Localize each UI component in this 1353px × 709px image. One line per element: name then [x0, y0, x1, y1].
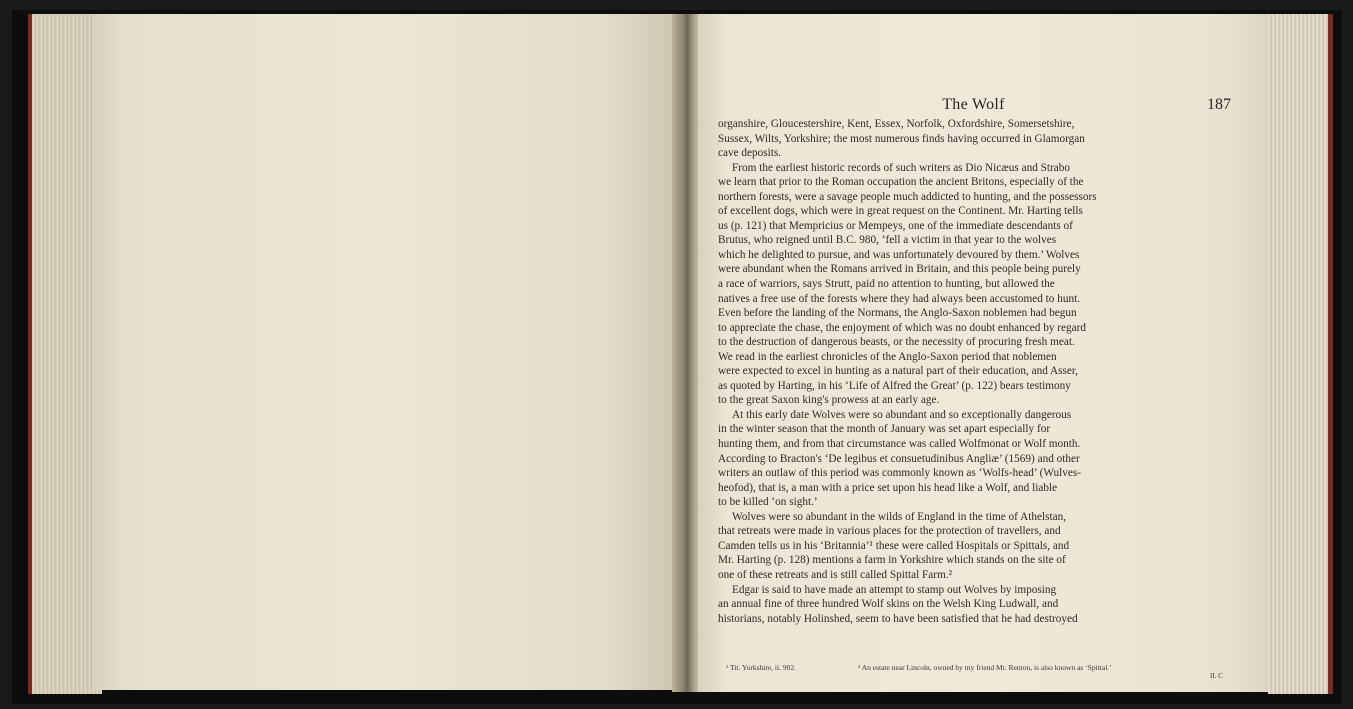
text-line: hunting them, and from that circumstance was called Wolfmonat or Wolf month.: [718, 438, 1081, 451]
text-line: Brutus, who reigned until B.C. 980, ‘fell a victim in that year to the wolves: [718, 234, 1057, 247]
text-line: to the destruction of dangerous beasts, or the necessity of procuring fresh meat.: [718, 336, 1075, 349]
text-line: Even before the landing of the Normans, the Anglo-Saxon noblemen had begun: [718, 307, 1077, 320]
text-line: were abundant when the Romans arrived in Britain, and this people being purely: [718, 263, 1081, 276]
text-line: northern forests, were a savage people much addicted to hunting, and the possessors: [718, 190, 1097, 203]
text-line: us (p. 121) that Mempricius or Mempeys, one of the immediate descendants of: [718, 219, 1073, 232]
text-line: were expected to excel in hunting as a natural part of their education, and Asser,: [718, 365, 1079, 378]
page-number: 187: [1207, 96, 1231, 113]
running-title: The Wolf: [942, 96, 1005, 113]
text-line: Camden tells us in his ‘Britannia’¹ these were called Hospitals or Spittals, and: [718, 539, 1070, 552]
signature-mark: II. C: [1210, 672, 1223, 680]
footnote-1: ¹ Tit. Yorkshire, ii. 902.: [726, 663, 796, 672]
text-line: Wolves were so abundant in the wilds of England in the time of Athelstan,: [732, 510, 1067, 523]
text-line: Edgar is said to have made an attempt to stamp out Wolves by imposing: [732, 583, 1057, 596]
text-line: of excellent dogs, which were in great request on the Continent. Mr. Harting tells: [718, 205, 1083, 218]
text-line: writers an outlaw of this period was commonly known as ‘Wolfs-head’ (Wulves-: [718, 467, 1082, 480]
footnotes: [726, 663, 1234, 675]
right-page-edges: [1268, 14, 1333, 694]
text-line: heofod), that is, a man with a price set upon his head like a Wolf, and liable: [718, 481, 1058, 494]
text-line: that retreats were made in various places for the protection of travellers, and: [718, 525, 1061, 538]
book-gutter: [672, 14, 700, 692]
text-line: one of these retreats and is still called Spittal Farm.²: [718, 568, 952, 581]
left-page-blank: [92, 14, 675, 690]
text-line: cave deposits.: [718, 147, 782, 160]
text-line: to appreciate the chase, the enjoyment of which was no doubt enhanced by regard: [718, 321, 1086, 334]
text-line: we learn that prior to the Roman occupation the ancient Britons, especially of the: [718, 176, 1084, 189]
text-line: historians, notably Holinshed, seem to have been satisfied that he had destroyed: [718, 612, 1078, 625]
text-line: organshire, Gloucestershire, Kent, Essex, Norfolk, Oxfordshire, Somersetshire,: [718, 118, 1075, 130]
text-line: an annual fine of three hundred Wolf skins on the Welsh King Ludwall, and: [718, 598, 1059, 611]
text-line: From the earliest historic records of such writers as Dio Nicæus and Strabo: [732, 161, 1071, 174]
left-page-edges: [28, 14, 102, 694]
page-header: [716, 96, 1231, 116]
text-line: Mr. Harting (p. 128) mentions a farm in Yorkshire which stands on the site of: [718, 554, 1066, 567]
footnote-2: ² An estate near Lincoln, owned by my friend Mr. Renton, is also known as ‘Spittal.’: [858, 663, 1112, 672]
text-line: At this early date Wolves were so abundant and so exceptionally dangerous: [732, 408, 1072, 421]
text-line: According to Bracton's ‘De legibus et consuetudinibus Angliæ’ (1569) and other: [718, 452, 1080, 465]
text-line: to the great Saxon king's prowess at an early age.: [718, 394, 940, 407]
text-line: a race of warriors, says Strutt, paid no attention to hunting, but allowed the: [718, 278, 1055, 291]
text-line: which he delighted to pursue, and was unfortunately devoured by them.’ Wolves: [718, 248, 1080, 261]
text-line: Sussex, Wilts, Yorkshire; the most numerous finds having occurred in Glamorgan: [718, 132, 1085, 145]
text-line: natives a free use of the forests where they had always been accustomed to hunt.: [718, 292, 1081, 305]
text-line: in the winter season that the month of January was set apart especially for: [718, 423, 1051, 436]
text-line: We read in the earliest chronicles of the Anglo-Saxon period that noblemen: [718, 350, 1057, 363]
body-text: [718, 117, 1232, 637]
text-line: to be killed ‘on sight.’: [718, 496, 818, 509]
text-line: as quoted by Harting, in his ‘Life of Alfred the Great’ (p. 122) bears testimony: [718, 379, 1071, 392]
